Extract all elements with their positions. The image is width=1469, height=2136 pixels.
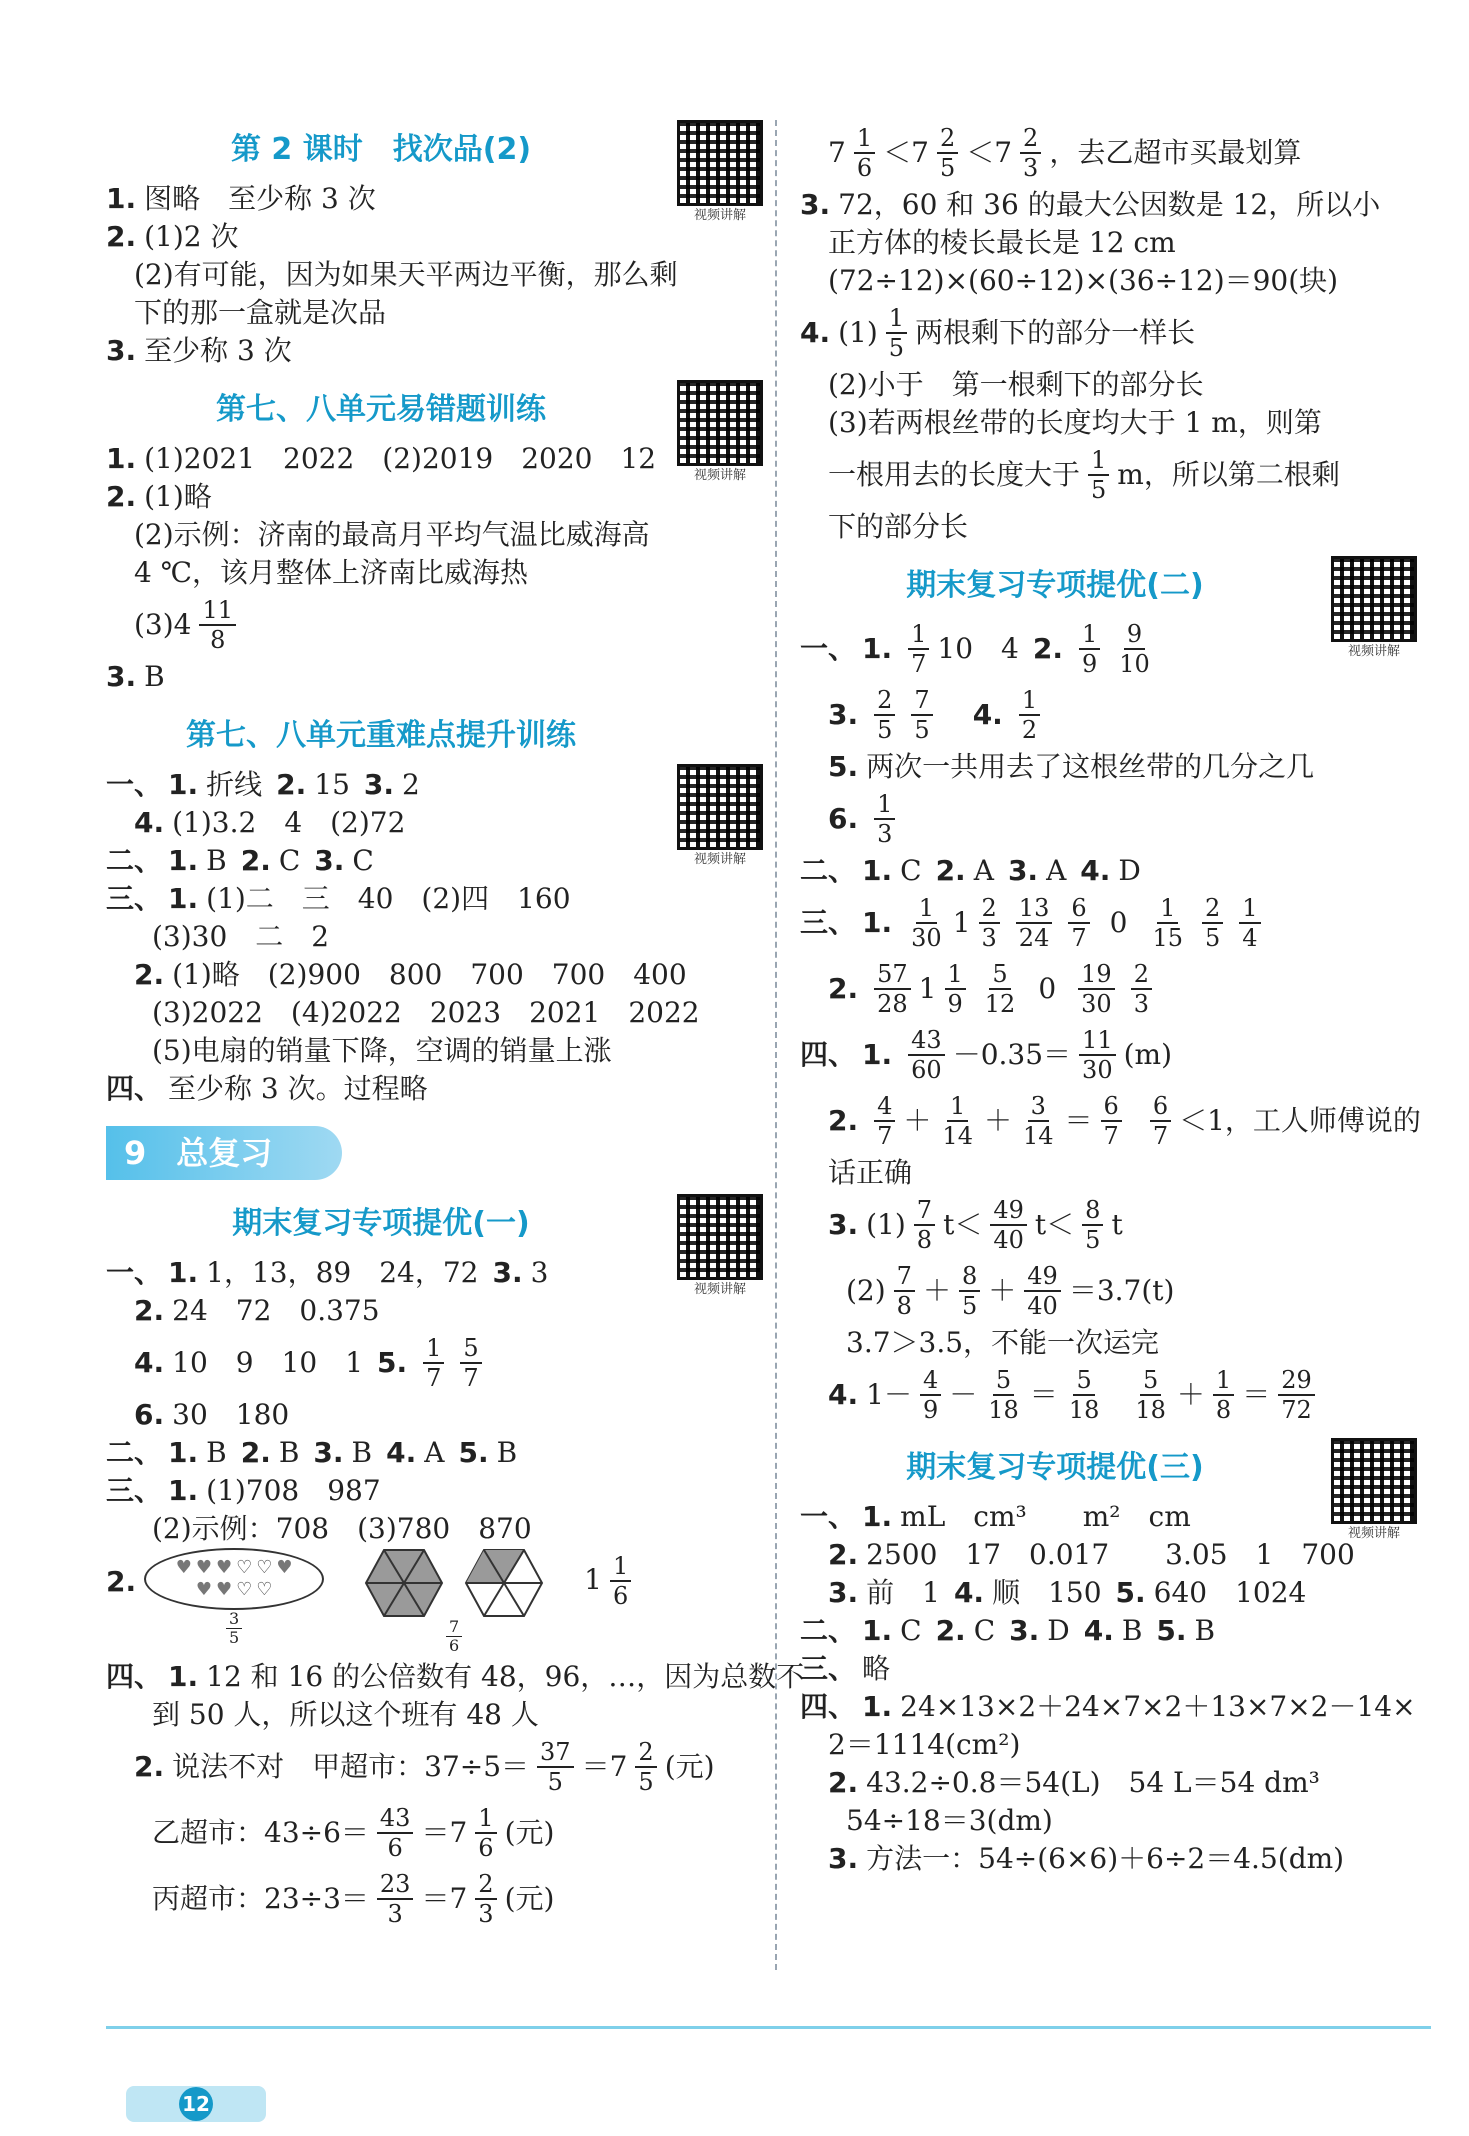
right-column — [800, 120, 1420, 1888]
answer-line: 一根用去的长度大于 $\frac{1}{5}$ m，所以第二根剩 — [828, 446, 1340, 504]
fraction: $\frac{2}{3}$ — [475, 1870, 496, 1928]
answer-line: 2＝1114(cm²) — [828, 1728, 1021, 1761]
fraction: $\frac{1}{6}$ — [610, 1552, 631, 1610]
section-final-review-2 — [800, 556, 1420, 1428]
section-title: 第 2 课时 找次品(2) — [230, 132, 532, 167]
qr-caption: 视频讲解 — [693, 852, 746, 867]
section-lesson-2 — [106, 120, 766, 370]
heart-icon: ♡ — [256, 1579, 273, 1600]
fraction: $\frac{5}{12}$ — [984, 960, 1016, 1018]
answer-line: (3)若两根丝带的长度均大于 1 m，则第 — [828, 406, 1322, 439]
fraction: $\frac{49}{40}$ — [1024, 1262, 1061, 1320]
qr-code-icon — [1331, 556, 1417, 642]
page-number: 12 — [179, 2087, 213, 2121]
fraction: $\frac{6}{7}$ — [1068, 894, 1089, 952]
qr-code-icon — [677, 380, 763, 466]
heart-icon: ♥ — [215, 1579, 233, 1600]
fraction: $\frac{37}{5}$ — [537, 1738, 574, 1796]
answer-line: 一、 1. mL cm³ m² cm — [800, 1500, 1191, 1533]
fraction: $\frac{6}{7}$ — [1150, 1092, 1171, 1150]
answer-line: 3. 至少称 3 次 — [106, 334, 292, 367]
qr-code[interactable] — [674, 120, 766, 224]
answer-line: 2. $\frac{4}{7}$ ＋ $\frac{1}{14}$ ＋ $\frac{3}{14}$ ＝ $\frac{6}{7}$ $\frac{6}{7}$ ＜1，工人师傅说的 — [828, 1092, 1421, 1150]
fraction: $\frac{3}{14}$ — [1022, 1092, 1054, 1150]
fraction: $\frac{2}{5}$ — [1202, 894, 1223, 952]
section-unit-7-8-errors — [106, 380, 766, 696]
section-title: 期末复习专项提优(二) — [906, 568, 1204, 603]
fraction: $\frac{13}{24}$ — [1016, 894, 1053, 952]
answer-line: 1. 图略 至少称 3 次 — [106, 182, 376, 215]
fraction: $\frac{1}{5}$ — [886, 304, 907, 362]
answer-line: 2. (1)略 — [106, 480, 212, 513]
fraction: $\frac{2}{3}$ — [1020, 124, 1041, 182]
answer-line: 2. 说法不对 甲超市：37÷5＝ $\frac{37}{5}$ ＝7 $\frac{2}{5}$ (元) — [134, 1738, 715, 1796]
fraction: $\frac{1}{7}$ — [423, 1334, 444, 1392]
fraction: $\frac{1}{6}$ — [854, 124, 875, 182]
qr-code[interactable] — [674, 380, 766, 484]
left-column — [106, 120, 805, 1942]
hearts-figure — [144, 1548, 324, 1647]
answer-line: 1. (1)2021 2022 (2)2019 2020 12 — [106, 442, 657, 475]
section-title: 第七、八单元易错题训练 — [216, 392, 546, 427]
fraction: $\frac{19}{30}$ — [1078, 960, 1115, 1018]
fraction: $\frac{2}{3}$ — [1131, 960, 1152, 1018]
fraction: $\frac{1}{9}$ — [945, 960, 966, 1018]
answer-line: 3. 前 1 4. 顺 150 5. 640 1024 — [828, 1576, 1307, 1609]
fraction: $\frac{7}{5}$ — [911, 686, 932, 744]
fraction: $\frac{4}{9}$ — [920, 1366, 941, 1424]
answer-line: 3.7＞3.5，不能一次运完 — [846, 1326, 1160, 1359]
fraction: $\frac{1}{9}$ — [1079, 620, 1100, 678]
fraction: $\frac{57}{28}$ — [874, 960, 911, 1018]
fraction: $\frac{7}{8}$ — [914, 1196, 935, 1254]
answer-line: 4. 1－ $\frac{4}{9}$ － $\frac{5}{18}$ ＝ $\frac{5}{18}$ $\frac{5}{18}$ ＋ $\frac{1}{8}$ ＝ $\frac{29}{72}$ — [800, 1362, 1420, 1428]
answer-line: (3)2022 (4)2022 2023 2021 2022 — [152, 996, 700, 1029]
hexagons-figure — [364, 1548, 544, 1655]
answer-line: 2. 24 72 0.375 — [134, 1294, 380, 1327]
answer-line: (72÷12)×(60÷12)×(36÷12)＝90(块) — [828, 264, 1339, 297]
answer-line: 三、 1. (1)二 三 40 (2)四 160 — [106, 882, 571, 915]
section-title: 期末复习专项提优(一) — [232, 1206, 530, 1241]
answer-line: 三、 1. (1)708 987 — [106, 1474, 381, 1507]
fraction: $\frac{23}{3}$ — [377, 1870, 414, 1928]
heart-icon: ♡ — [256, 1557, 273, 1578]
answer-line: 3. B — [106, 660, 165, 693]
answer-line: 6. 30 180 — [134, 1398, 290, 1431]
qr-caption: 视频讲解 — [693, 208, 746, 223]
heart-icon: ♥ — [276, 1557, 293, 1578]
fraction: $\frac{1}{6}$ — [475, 1804, 496, 1862]
fraction: $\frac{11}{8}$ — [199, 596, 236, 654]
answer-line: 4. (1)3.2 4 (2)72 — [134, 806, 406, 839]
answer-line: 乙超市：43÷6＝ $\frac{43}{6}$ ＝7 $\frac{1}{6}$ (元) — [152, 1804, 555, 1862]
fraction: $\frac{1}{14}$ — [942, 1092, 973, 1150]
answer-line: 一、 1. 1，13，89 24，72 3. 3 — [106, 1256, 549, 1289]
fraction: $\frac{2}{5}$ — [874, 686, 895, 744]
fraction: $\frac{5}{7}$ — [460, 1334, 481, 1392]
answer-line: 2. (1)2 次 — [106, 220, 239, 253]
heart-icon: ♥ — [175, 1557, 192, 1578]
fraction: $\frac{4}{7}$ — [874, 1092, 895, 1150]
fraction: $\frac{1}{5}$ — [1088, 446, 1109, 504]
fraction: $\frac{1}{30}$ — [911, 894, 942, 952]
answer-line: 三、 略 — [800, 1652, 891, 1685]
answer-line: 3. 方法一：54÷(6×6)＋6÷2＝4.5(dm) — [828, 1842, 1345, 1875]
answer-line: 6. $\frac{1}{3}$ — [800, 786, 1420, 852]
fraction: $\frac{1}{3}$ — [874, 790, 895, 848]
page-number-badge — [126, 2086, 266, 2122]
qr-code-icon — [1331, 1438, 1417, 1524]
answer-line: (2)有可能，因为如果天平两边平衡，那么剩 — [134, 258, 678, 291]
heart-icon: ♥ — [195, 1557, 212, 1578]
hexagon-icon — [464, 1548, 544, 1618]
qr-caption: 视频讲解 — [1347, 644, 1400, 659]
answer-line: 下的那一盒就是次品 — [134, 296, 387, 329]
chapter-banner: 9 总复习 — [106, 1126, 342, 1180]
fraction: $\frac{5}{18}$ — [988, 1366, 1019, 1424]
fraction: $\frac{2}{5}$ — [937, 124, 958, 182]
qr-code[interactable] — [674, 764, 766, 868]
section-final-review-3 — [800, 1438, 1420, 1878]
heart-icon: ♥ — [215, 1557, 233, 1578]
fraction: $\frac{43}{6}$ — [377, 1804, 414, 1862]
answer-line: 4 ℃，该月整体上济南比威海热 — [134, 556, 529, 589]
fraction: $\frac{1}{8}$ — [1213, 1366, 1234, 1424]
fraction: $\frac{1}{2}$ — [1019, 686, 1040, 744]
answer-line: 话正确 — [828, 1156, 913, 1189]
heart-icon: ♡ — [236, 1579, 253, 1600]
fraction: $\frac{6}{7}$ — [1101, 1092, 1122, 1150]
qr-code-icon — [677, 764, 763, 850]
fraction: $\frac{1}{7}$ — [908, 620, 929, 678]
fraction: $\frac{3}{5}$ — [226, 1610, 242, 1647]
section-final-review-1 — [106, 1194, 805, 1932]
answer-line: 四、 至少称 3 次。过程略 — [106, 1072, 428, 1105]
answer-line: (2) $\frac{7}{8}$ ＋ $\frac{8}{5}$ ＋ $\frac{49}{40}$ ＝3.7(t) — [846, 1262, 1175, 1320]
section-continued — [800, 120, 1420, 546]
answer-line: 丙超市：23÷3＝ $\frac{23}{3}$ ＝7 $\frac{2}{3}$ (元) — [152, 1870, 555, 1928]
answer-line: 2. 2500 17 0.017 3.05 1 700 — [828, 1538, 1355, 1571]
answer-line: 四、 1. $\frac{43}{60}$ －0.35＝ $\frac{11}{30}$ (m) — [800, 1026, 1172, 1084]
hexagon-icon — [364, 1548, 444, 1618]
answer-line: 5. 两次一共用去了这根丝带的几分之几 — [828, 750, 1315, 783]
qr-code[interactable] — [1328, 556, 1420, 660]
fraction: $\frac{2}{3}$ — [979, 894, 1000, 952]
fraction: $\frac{29}{72}$ — [1278, 1366, 1315, 1424]
answer-line: 4. 10 9 10 1 5. $\frac{1}{7}$ $\frac{5}{7}$ — [106, 1330, 766, 1396]
fraction: $\frac{5}{18}$ — [1135, 1366, 1166, 1424]
hearts-ellipse — [144, 1548, 324, 1610]
qr-caption: 视频讲解 — [1347, 1526, 1400, 1541]
qr-code-icon — [677, 120, 763, 206]
figure-row: 2. ♥ ♥ ♥ ♡ ♡ ♥ ♥ ♥ ♡ ♡ $\frac{3}{5}$ $\frac{7}{6}$ 1 $\frac{1}{6}$ — [106, 1548, 766, 1658]
answer-line: 四、 1. 24×13×2＋24×7×2＋13×7×2－14× — [800, 1690, 1416, 1723]
answer-line: 二、 1. C 2. C 3. D 4. B 5. B — [800, 1614, 1216, 1647]
answer-line: (2)示例：708 (3)780 870 — [152, 1512, 532, 1545]
answer-line: 二、 1. B 2. B 3. B 4. A 5. B — [106, 1436, 518, 1469]
answer-line: 下的部分长 — [828, 510, 969, 543]
fraction: $\frac{1}{4}$ — [1239, 894, 1260, 952]
answer-line: 一、 1. 折线 2. 15 3. 2 — [106, 768, 420, 801]
answer-line: 54÷18＝3(dm) — [846, 1804, 1053, 1837]
section-title: 期末复习专项提优(三) — [906, 1450, 1204, 1485]
fraction: $\frac{1}{15}$ — [1152, 894, 1183, 952]
fraction: $\frac{11}{30}$ — [1079, 1026, 1116, 1084]
fraction: $\frac{49}{40}$ — [990, 1196, 1027, 1254]
answer-line: 3. $\frac{2}{5}$ $\frac{7}{5}$ 4. $\frac{1}{2}$ — [800, 682, 1420, 748]
fraction: $\frac{5}{18}$ — [1068, 1366, 1100, 1424]
answer-line: 4. (1) $\frac{1}{5}$ 两根剩下的部分一样长 — [800, 304, 1196, 362]
answer-line: 2. 43.2÷0.8＝54(L) 54 L＝54 dm³ — [828, 1766, 1320, 1799]
answer-line: 四、 1. 12 和 16 的公倍数有 48，96，…，因为总数不 — [106, 1660, 805, 1693]
fraction: $\frac{7}{8}$ — [894, 1262, 915, 1320]
answer-line: 一、 1. $\frac{1}{7}$ 10 4 2. $\frac{1}{9}$ $\frac{9}{10}$ — [800, 616, 1420, 682]
answer-line: 7 $\frac{1}{6}$ ＜7 $\frac{2}{5}$ ＜7 $\frac{2}{3}$ ，去乙超市买最划算 — [828, 124, 1302, 182]
answer-line: 三、 1. $\frac{1}{30}$ 1 $\frac{2}{3}$ $\frac{13}{24}$ $\frac{6}{7}$ 0 $\frac{1}{15}$ $\frac{2}{5}$ $\frac{1}{4}$ — [800, 890, 1420, 956]
answer-line: 3. 72，60 和 36 的最大公因数是 12，所以小 — [800, 188, 1381, 221]
fraction: $\frac{8}{5}$ — [959, 1262, 980, 1320]
section-title: 第七、八单元重难点提升训练 — [186, 718, 576, 753]
qr-code-icon — [677, 1194, 763, 1280]
answer-line: 二、 1. B 2. C 3. C — [106, 844, 374, 877]
footer-rule — [106, 2026, 1431, 2029]
heart-icon: ♥ — [195, 1579, 212, 1600]
qr-caption: 视频讲解 — [693, 468, 746, 483]
answer-line: (3)30 二 2 — [152, 920, 330, 953]
qr-code[interactable] — [674, 1194, 766, 1298]
answer-line: 2. $\frac{57}{28}$ 1 $\frac{1}{9}$ $\frac{5}{12}$ 0 $\frac{19}{30}$ $\frac{2}{3}$ — [800, 956, 1420, 1022]
answer-line: 3. (1) $\frac{7}{8}$ t＜ $\frac{49}{40}$ t＜ $\frac{8}{5}$ t — [828, 1196, 1123, 1254]
fraction: $\frac{8}{5}$ — [1082, 1196, 1103, 1254]
answer-line: 二、 1. C 2. A 3. A 4. D — [800, 854, 1141, 887]
answer-line: 到 50 人，所以这个班有 48 人 — [152, 1698, 539, 1731]
qr-caption: 视频讲解 — [693, 1282, 746, 1297]
section-unit-7-8-advanced — [106, 706, 766, 1108]
fraction: $\frac{2}{5}$ — [635, 1738, 656, 1796]
qr-code[interactable] — [1328, 1438, 1420, 1542]
fraction: $\frac{7}{6}$ — [446, 1618, 462, 1655]
answer-line: (3)4 $\frac{11}{8}$ — [106, 592, 766, 658]
answer-line: (2)小于 第一根剩下的部分长 — [828, 368, 1204, 401]
fraction: $\frac{43}{60}$ — [908, 1026, 945, 1084]
heart-icon: ♡ — [236, 1557, 253, 1578]
answer-line: (5)电扇的销量下降，空调的销量上涨 — [152, 1034, 612, 1067]
answer-line: 2. (1)略 (2)900 800 700 700 400 — [134, 958, 687, 991]
answer-line: 正方体的棱长最长是 12 cm — [828, 226, 1176, 259]
answer-line: (2)示例：济南的最高月平均气温比威海高 — [134, 518, 650, 551]
fraction: $\frac{9}{10}$ — [1119, 620, 1150, 678]
